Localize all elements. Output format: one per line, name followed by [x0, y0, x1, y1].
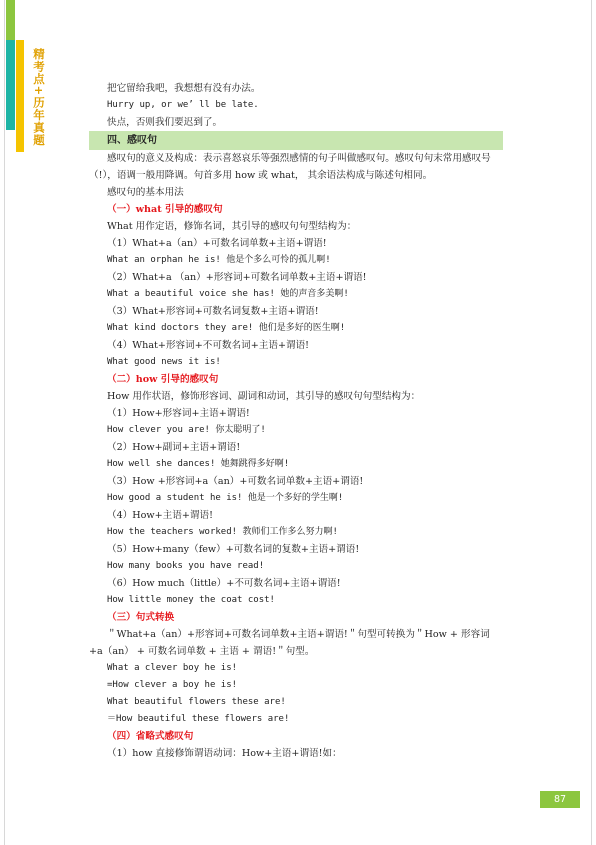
text-line: （5）How+many（few）+可数名词的复数+主语+谓语!: [107, 544, 360, 555]
text-line: （1）How+形容词+主语+谓语!: [107, 408, 250, 419]
text-line: 把它留给我吧，我想想有没有办法。: [107, 83, 261, 94]
text-line: 快点，否则我们要迟到了。: [107, 117, 223, 128]
page-left-border: [4, 0, 5, 845]
example-sentence: =How clever a boy he is!: [107, 680, 238, 690]
text-line: （2）How+副词+主语+谓语!: [107, 442, 241, 453]
example-sentence: How little money the coat cost!: [107, 595, 275, 605]
example-sentence: How clever you are! 你太聪明了!: [107, 425, 266, 435]
example-sentence: What a beautiful voice she has! 她的声音多美啊!: [107, 289, 349, 299]
example-sentence: What kind doctors they are! 他们是多好的医生啊!: [107, 323, 346, 333]
side-decoration-yellow: [16, 40, 24, 152]
page-number: 87: [540, 791, 580, 808]
subsection-heading: （一）what 引导的感叹句: [107, 204, 223, 215]
subsection-heading: （三）句式转换: [107, 612, 175, 623]
text-line: （3）What+形容词+可数名词复数+主语+谓语!: [107, 306, 319, 317]
example-sentence: What a clever boy he is!: [107, 663, 238, 673]
page-content: [89, 80, 503, 762]
paragraph: ＂What+a（an）+形容词+可数名词单数+主语+谓语!＂句型可转换为＂How + 形容词 +a（an） + 可数名词单数 + 主语 + 谓语!＂句型。: [89, 629, 490, 657]
side-section-label: 精考点+历年真题: [32, 48, 46, 147]
text-line: 感叹句的基本用法: [107, 187, 184, 198]
example-sentence: How well she dances! 她舞跳得多好啊!: [107, 459, 290, 469]
text-line: （1）how 直接修饰谓语动词：How+主语+谓语!如：: [107, 748, 342, 759]
text-line: How 用作状语，修饰形容词、副词和动词，其引导的感叹句句型结构为：: [107, 391, 421, 402]
page-right-border: [591, 0, 592, 845]
example-sentence: ＝How beautiful these flowers are!: [107, 714, 290, 724]
section-heading: 四、感叹句: [89, 131, 503, 150]
example-sentence: How good a student he is! 他是一个多好的学生啊!: [107, 493, 344, 503]
text-line: What 用作定语，修饰名词，其引导的感叹句句型结构为：: [107, 221, 357, 232]
text-line: （2）What+a （an）+形容词+可数名词单数+主语+谓语!: [107, 272, 367, 283]
text-line: （4）How+主语+谓语!: [107, 510, 213, 521]
example-sentence: What beautiful flowers these are!: [107, 697, 286, 707]
paragraph: 感叹句的意义及构成：表示喜怒哀乐等强烈感情的句子叫做感叹句。感叹句句末常用感叹号（!），语调一般用降调。句首多用 how 或 what， 其余语法构成与陈述句相同。: [89, 153, 491, 181]
example-sentence: What an orphan he is! 他是个多么可怜的孤儿啊!: [107, 255, 331, 265]
example-sentence: What good news it is!: [107, 357, 221, 367]
text-line: Hurry up, or we’ ll be late.: [107, 100, 259, 110]
text-line: （4）What+形容词+不可数名词+主语+谓语!: [107, 340, 310, 351]
example-sentence: How many books you have read!: [107, 561, 265, 571]
subsection-heading: （四）省略式感叹句: [107, 731, 194, 742]
subsection-heading: （二）how 引导的感叹句: [107, 374, 219, 385]
example-sentence: How the teachers worked! 教师们工作多么努力啊!: [107, 527, 338, 537]
text-line: （1）What+a（an）+可数名词单数+主语+谓语!: [107, 238, 327, 249]
text-line: （6）How much（little）+不可数名词+主语+谓语!: [107, 578, 341, 589]
text-line: （3）How +形容词+a（an）+可数名词单数+主语+谓语!: [107, 476, 364, 487]
side-decoration-teal: [6, 40, 15, 130]
